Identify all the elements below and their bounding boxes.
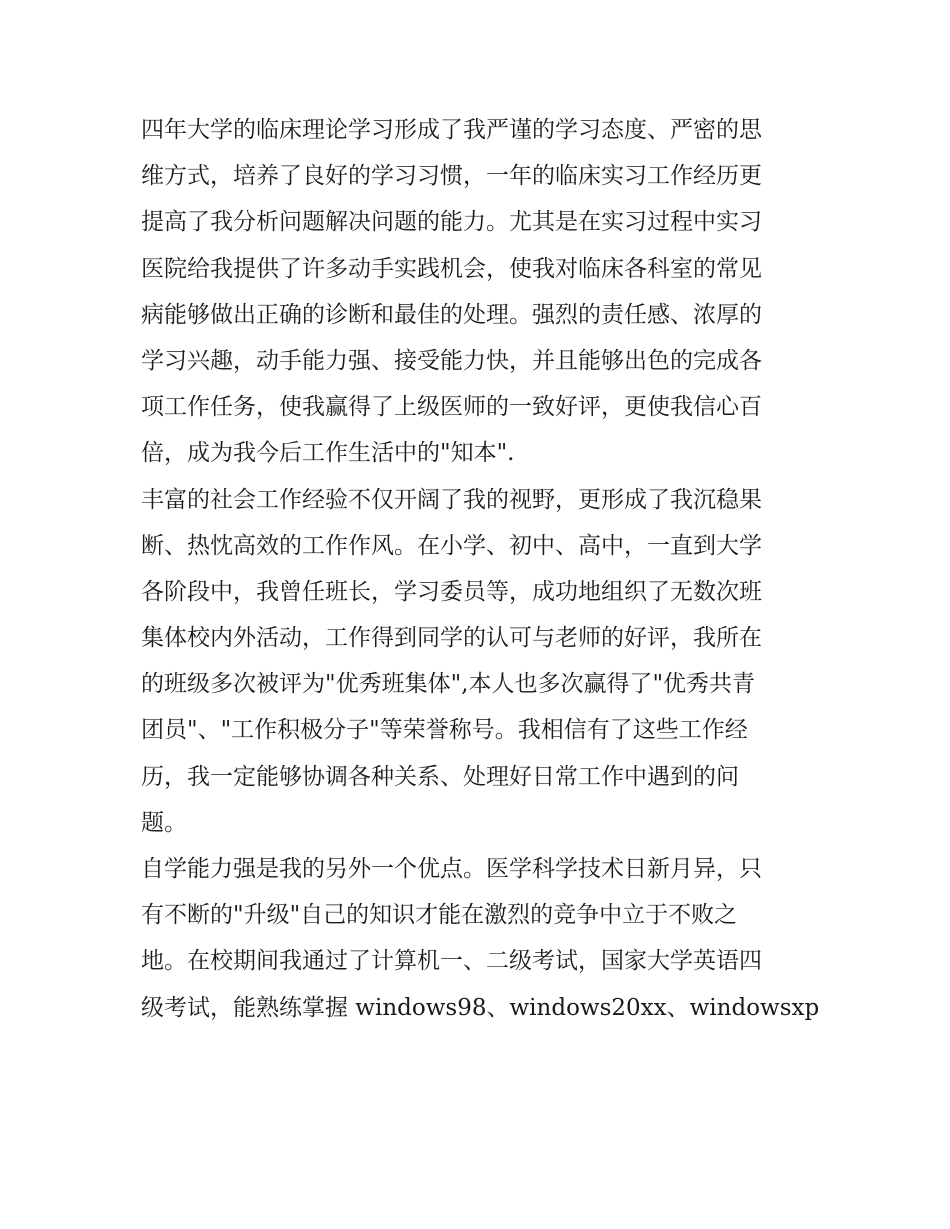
text-line: 丰富的社会工作经验不仅开阔了我的视野，更形成了我沉稳果 — [141, 486, 762, 513]
text-line: 级考试，能熟练掌握 windows98、windows20xx、windowsxp — [141, 994, 820, 1021]
text-line: 的班级多次被评为"优秀班集体",本人也多次赢得了"优秀共青 — [141, 671, 756, 698]
text-line: 团员"、"工作积极分子"等荣誉称号。我相信有了这些工作经 — [141, 717, 748, 744]
paragraph-social-work — [141, 477, 821, 847]
text-line: 历，我一定能够协调各种关系、处理好日常工作中遇到的问 — [141, 763, 739, 790]
paragraph-clinical-study — [141, 107, 821, 477]
text-line: 倍，成为我今后工作生活中的"知本". — [141, 440, 515, 467]
text-line: 地。在校期间我通过了计算机一、二级考试，国家大学英语四 — [141, 948, 762, 975]
text-line: 医院给我提供了许多动手实践机会，使我对临床各科室的常见 — [141, 255, 762, 282]
text-line: 有不断的"升级"自己的知识才能在激烈的竞争中立于不败之 — [141, 902, 738, 929]
text-line: 项工作任务，使我赢得了上级医师的一致好评，更使我信心百 — [141, 394, 762, 421]
text-line: 学习兴趣，动手能力强、接受能力快，并且能够出色的完成各 — [141, 347, 762, 374]
text-line: 四年大学的临床理论学习形成了我严谨的学习态度、严密的思 — [141, 117, 762, 143]
text-line: 题。 — [141, 809, 187, 836]
paragraph-self-learning — [141, 846, 821, 1031]
document-body — [141, 107, 821, 1031]
text-line: 断、热忱高效的工作作风。在小学、初中、高中，一直到大学 — [141, 532, 762, 559]
text-line: 提高了我分析问题解决问题的能力。尤其是在实习过程中实习 — [141, 209, 762, 236]
text-line: 集体校内外活动，工作得到同学的认可与老师的好评，我所在 — [141, 625, 762, 652]
text-line: 维方式，培养了良好的学习习惯，一年的临床实习工作经历更 — [141, 163, 762, 190]
text-line: 自学能力强是我的另外一个优点。医学科学技术日新月异，只 — [141, 856, 762, 882]
text-line: 各阶段中，我曾任班长，学习委员等，成功地组织了无数次班 — [141, 578, 762, 605]
text-line: 病能够做出正确的诊断和最佳的处理。强烈的责任感、浓厚的 — [141, 301, 762, 328]
